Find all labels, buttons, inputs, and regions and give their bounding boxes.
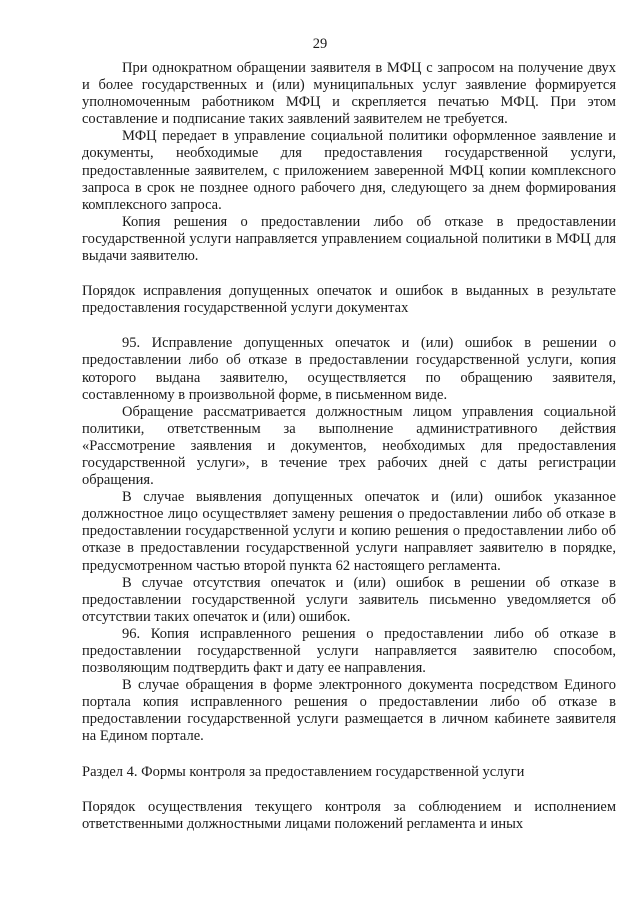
paragraph: В случае обращения в форме электронного документа посредством Единого портала копия исправленного решения о предоставлении либо об отказе в предоставлении государственной услуги размещается в личном кабинете заявителя на Едином портале. (82, 677, 616, 745)
page-number: 29 (312, 36, 328, 52)
paragraph: Копия решения о предоставлении либо об отказе в предоставлении государственной услуги направляется управлением социальной политики в МФЦ для выдачи заявителю. (82, 213, 616, 265)
section-subheading-control: Порядок осуществления текущего контроля за соблюдением и исполнением ответственными должностными лицами положений регламента и иных (82, 798, 616, 832)
paragraph: МФЦ передает в управление социальной политики оформленное заявление и документы, необходимые для предоставления государственной услуги, предоставленные заявителем, с приложением заверенной МФЦ копии комплексного запроса в срок не позднее одного рабочего дня, следующего за днем формирования комплексного запроса. (82, 128, 616, 213)
paragraph: При однократном обращении заявителя в МФЦ с запросом на получение двух и более государственных и (или) муниципальных услуг заявление формируется уполномоченным работником МФЦ и скрепляется печатью МФЦ. При этом составление и подписание таких заявлений заявителем не требуется. (82, 60, 616, 128)
paragraph: В случае выявления допущенных опечаток и (или) ошибок указанное должностное лицо осуществляет замену решения о предоставлении либо об отказе в предоставлении государственной услуги и копию решения о предоставлении либо об отказе в предоставлении государственной услуги направляет заявителю в порядке, предусмотренном частью второй пункта 62 настоящего регламента. (82, 489, 616, 574)
paragraph: Обращение рассматривается должностным лицом управления социальной политики, ответственным за выполнение административного действия «Рассмотрение заявления и документов, необходимых для предоставления государственной услуги», в течение трех рабочих дней с даты регистрации обращения. (82, 403, 616, 489)
section-subheading-corrections: Порядок исправления допущенных опечаток и ошибок в выданных в результате предоставления государственной услуги документах (82, 283, 616, 317)
section-heading-4: Раздел 4. Формы контроля за предоставлением государственной услуги (82, 763, 525, 780)
document-body (82, 60, 616, 833)
paragraph: 95. Исправление допущенных опечаток и (или) ошибок в решении о предоставлении либо об отказе в предоставлении государственной услуги, копия которого выдана заявителю, осуществляется по обращению заявителя, составленному в произвольной форме, в письменном виде. (82, 335, 616, 403)
paragraph: 96. Копия исправленного решения о предоставлении либо об отказе в предоставлении государственной услуги направляется заявителю способом, позволяющим подтвердить факт и дату ее направления. (82, 625, 616, 677)
paragraph: В случае отсутствия опечаток и (или) ошибок в решении об отказе в предоставлении государственной услуги заявитель письменно уведомляется об отсутствии таких опечаток и (или) ошибок. (82, 574, 616, 625)
